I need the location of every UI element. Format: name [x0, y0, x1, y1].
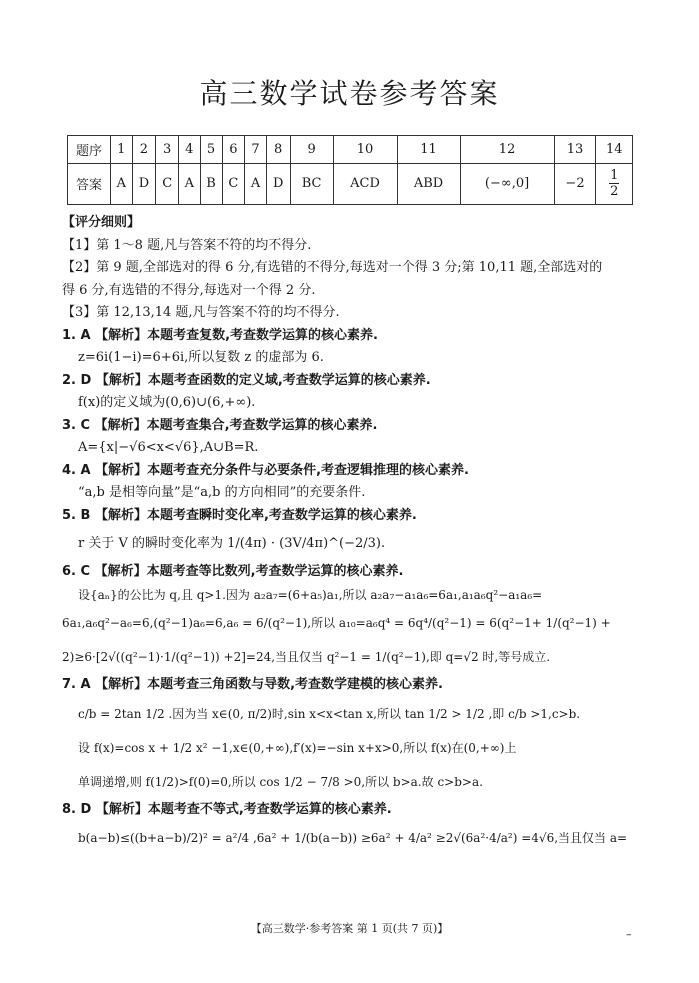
question-heading: 1. A 【解析】本题考查复数,考查数学运算的核心素养.	[62, 327, 378, 343]
table-cell: 14	[596, 136, 633, 164]
table-cell: C	[222, 163, 245, 204]
question-heading: 4. A 【解析】本题考查充分条件与必要条件,考查逻辑推理的核心素养.	[62, 462, 469, 478]
table-cell: 答案	[68, 163, 111, 204]
table-cell: ABD	[397, 163, 460, 204]
question-heading: 8. D 【解析】本题考查不等式,考查数学运算的核心素养.	[62, 801, 392, 817]
question-heading: 6. C 【解析】本题考查等比数列,考查数学运算的核心素养.	[62, 564, 404, 579]
solution-line: b(a−b)≤((b+a−b)/2)² = a²/4 ,6a² + 1/(b(a−b)) ≥6a² + 4/a² ≥2√(6a²·4/a²) =4√6,当且仅当 a=	[78, 831, 628, 845]
corner-mark: –	[626, 928, 632, 941]
solution-line: 设{aₙ}的公比为 q,且 q>1.因为 a₂a₇=(6+a₅)a₁,所以 a₂a₇−a₁a₆=6a₁,a₁a₆q²−a₁a₆=	[78, 587, 543, 602]
table-cell: 3	[156, 136, 179, 164]
table-cell: 4	[179, 136, 201, 164]
table-cell: −2	[554, 163, 596, 204]
table-cell: 8	[266, 136, 290, 164]
table-cell: C	[156, 163, 179, 204]
table-cell: 5	[200, 136, 222, 164]
table-cell: ACD	[333, 163, 397, 204]
solution-line: 设 f(x)=cos x + 1/2 x² −1,x∈(0,+∞),f′(x)=−sin x+x>0,所以 f(x)在(0,+∞)上	[78, 740, 517, 755]
table-cell: 13	[554, 136, 596, 164]
table-cell: 12	[460, 136, 554, 164]
table-cell: 题序	[68, 136, 111, 164]
page-footer: 【高三数学·参考答案 第 1 页(共 7 页)】	[250, 922, 449, 935]
fraction	[609, 169, 619, 198]
table-cell: 1	[111, 136, 133, 164]
table-cell: BC	[290, 163, 333, 204]
solution-line: “a,b 是相等向量”是“a,b 的方向相同”的充要条件.	[78, 485, 366, 500]
table-cell: 6	[222, 136, 245, 164]
rule-line: 【1】第 1～8 题,凡与答案不符的均不得分.	[62, 237, 312, 253]
rule-line: 【2】第 9 题,全部选对的得 6 分,有选错的不得分,每选对一个得 3 分;第 10,11 题,全部选对的	[62, 260, 603, 275]
fraction-denominator: 2	[610, 184, 619, 200]
table-cell: B	[200, 163, 222, 204]
table-cell: 10	[333, 136, 397, 164]
solution-line: 单调递增,则 f(1/2)>f(0)=0,所以 cos 1/2 − 7/8 >0,所以 b>a.故 c>b>a.	[78, 774, 483, 789]
solution-line: A={x|−√6<x<√6},A∪B=R.	[78, 440, 259, 455]
question-heading: 2. D 【解析】本题考查函数的定义域,考查数学运算的核心素养.	[62, 372, 431, 388]
table-cell: A	[179, 163, 201, 204]
table-cell: 9	[290, 136, 333, 164]
table-cell: D	[266, 163, 290, 204]
answer-table	[67, 135, 633, 205]
question-heading: 7. A 【解析】本题考查三角函数与导数,考查数学建模的核心素养.	[62, 677, 443, 692]
question-heading: 5. B 【解析】本题考查瞬时变化率,考查数学运算的核心素养.	[62, 507, 417, 523]
table-cell: 2	[132, 136, 156, 164]
solution-line: z=6i(1−i)=6+6i,所以复数 z 的虚部为 6.	[78, 350, 324, 365]
rule-line: 得 6 分,有选错的不得分,每选对一个得 2 分.	[62, 282, 316, 298]
solution-line: f(x)的定义域为(0,6)∪(6,+∞).	[78, 395, 256, 410]
answer-content	[62, 212, 636, 855]
fraction-numerator: 1	[610, 168, 619, 184]
table-cell: (−∞,0]	[460, 163, 554, 204]
solution-line: 2)≥6·[2√((q²−1)·1/(q²−1)) +2]=24,当且仅当 q²−1 = 1/(q²−1),即 q=√2 时,等号成立.	[62, 650, 551, 664]
rule-line: 【3】第 12,13,14 题,凡与答案不符的均不得分.	[62, 305, 340, 320]
table-cell: A	[111, 163, 133, 204]
solution-line: r 关于 V 的瞬时变化率为 1/(4π) · (3V/4π)^(−2/3).	[78, 536, 386, 551]
question-heading: 3. C 【解析】本题考查集合,考查数学运算的核心素养.	[62, 417, 378, 433]
table-cell: D	[132, 163, 156, 204]
solution-line: 6a₁,a₆q²−a₆=6,(q²−1)a₆=6,a₆ = 6/(q²−1),所以 a₁₀=a₆q⁴ = 6q⁴/(q²−1) = 6(q²−1+ 1/(q²−1) +	[62, 616, 611, 630]
table-cell: 11	[397, 136, 460, 164]
section-heading: 【评分细则】	[62, 215, 141, 230]
table-cell: 7	[245, 136, 267, 164]
page-title: 高三数学试卷参考答案	[199, 77, 500, 110]
solution-line: c/b = 2tan 1/2 .因为当 x∈(0, π/2)时,sin x<x<tan x,所以 tan 1/2 > 1/2 ,即 c/b >1,c>b.	[78, 706, 581, 721]
table-row-question-number	[68, 136, 633, 164]
table-cell-fraction	[596, 163, 633, 204]
table-cell: A	[245, 163, 267, 204]
table-row-answer	[68, 163, 633, 204]
